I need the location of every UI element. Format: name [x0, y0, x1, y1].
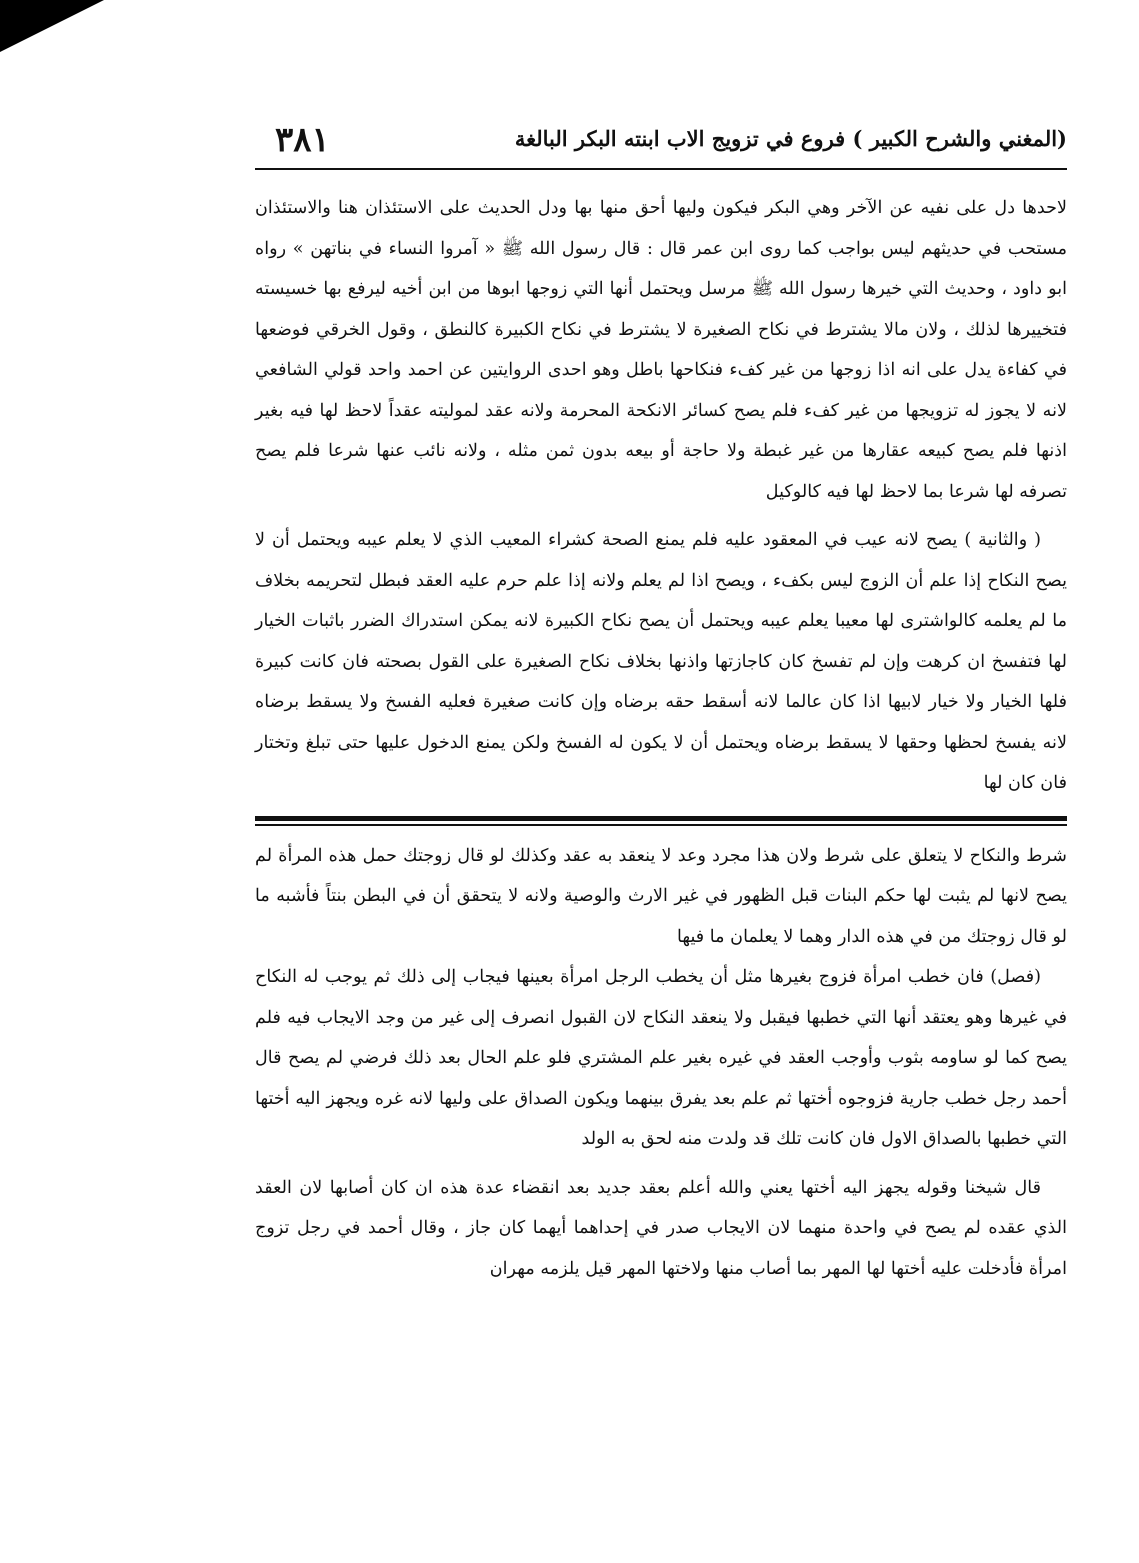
- scan-corner-mark: [0, 0, 104, 52]
- running-title: (المغني والشرح الكبير ) فروع في تزويج الاب ابنته البكر البالغة: [514, 126, 1067, 151]
- commentary-section: [255, 188, 1067, 804]
- commentary-paragraph: لاحدها دل على نفيه عن الآخر وهي البكر فيكون وليها أحق منها بها ودل الحديث على الاستئذان هنا والاستئذان مستحب في حديثهم ليس بواجب كما روى ابن عمر قال : قال رسول الله ﷺ « آمروا النساء في بناتهن » رواه ابو داود ، وحديث التي خيرها رسول الله ﷺ مرسل ويحتمل أنها التي زوجها ابوها من ابن أخيه ليرفع بها خسيسته فتخييرها لذلك ، ولان مالا يشترط في نكاح الصغيرة لا يشترط في نكاح الكبيرة كالنطق ، وقول الخرقي فوضعها في كفاءة يدل على انه اذا زوجها من غير كفء فنكاحها باطل وهو احدى الروايتين عن احمد واحد قولي الشافعي لانه لا يجوز له تزويجها من غير كفء فلم يصح كسائر الانكحة المحرمة ولانه عقد لموليته عقداً لاحظ لها فيه بغير اذنها فلم يصح كبيعه عقارها من غير غبطة ولا حاجة أو بيعه بدون ثمن مثله ، ولانه نائب عنها شرعا فلم يصح تصرفه لها شرعا بما لاحظ لها فيه كالوكيل: [255, 198, 1067, 502]
- page-number: ٣٨١: [275, 120, 330, 160]
- section-divider: [255, 816, 1067, 826]
- main-text-section: [255, 836, 1067, 1290]
- commentary-paragraph: ( والثانية ) يصح لانه عيب في المعقود عليه فلم يمنع الصحة كشراء المعيب الذي لا يعلم عيبه ويحتمل أن لا يصح النكاح إذا علم أن الزوج ليس بكفء ، ويصح اذا لم يعلم ولانه إذا علم حرم عليه العقد فبطل لتحريمه بخلاف ما لم يعلمه كالواشترى لها معيبا يعلم عيبه ويحتمل أن يصح نكاح الكبيرة لانه يمكن استدراك الضرر باثبات الخيار لها فتفسخ ان كرهت وإن لم تفسخ كان كاجازتها واذنها بخلاف نكاح الصغيرة على القول بصحته فان كانت كبيرة فلها الخيار ولا خيار لابيها اذا كان عالما لانه أسقط حقه برضاه وإن كانت صغيرة فعليه الفسخ ولا يسقط برضاه لانه يفسخ لحظها وحقها لا يسقط برضاه ويحتمل أن لا يكون له الفسخ ولكن يمنع الدخول عليها حتى تبلغ وتختار فان كان لها: [255, 530, 1067, 793]
- main-paragraph: شرط والنكاح لا يتعلق على شرط ولان هذا مجرد وعد لا ينعقد به عقد وكذلك لو قال زوجتك حمل هذه المرأة لم يصح لانها لم يثبت لها حكم البنات قبل الظهور في غير الارث والوصية ولانه لا يتحقق أن في البطن بنتاً فأشبه ما لو قال زوجتك من في هذه الدار وهما لا يعلمان ما فيها: [255, 845, 1067, 947]
- main-paragraph: (فصل) فان خطب امرأة فزوج بغيرها مثل أن يخطب الرجل امرأة بعينها فيجاب إلى ذلك ثم يوجب له النكاح في غيرها وهو يعتقد أنها التي خطبها فيقبل ولا ينعقد النكاح لان القبول انصرف إلى غير من وجد الايجاب فيه فلم يصح كما لو ساومه بثوب وأوجب العقد في غيره بغير علم المشتري فلو علم الحال بعد ذلك فرضي لم يصح قال أحمد رجل خطب جارية فزوجوه أختها ثم علم بعد يفرق بينهما ويكون الصداق على وليها لانه غره ويجهز اليه أختها التي خطبها بالصداق الاول فان كانت تلك قد ولدت منه لحق به الولد: [255, 967, 1067, 1149]
- main-paragraph: قال شيخنا وقوله يجهز اليه أختها يعني والله أعلم بعقد جديد بعد انقضاء عدة هذه ان كان أصابها لان العقد الذي عقده لم يصح في واحدة منهما لان الايجاب صدر في إحداهما أيهما كان جاز ، وقال أحمد في رجل تزوج امرأة فأدخلت عليه أختها لها المهر بما أصاب منها ولاختها المهر قيل يلزمه مهران: [255, 1177, 1067, 1279]
- page-header: [255, 118, 1067, 170]
- book-page: [255, 118, 1067, 1289]
